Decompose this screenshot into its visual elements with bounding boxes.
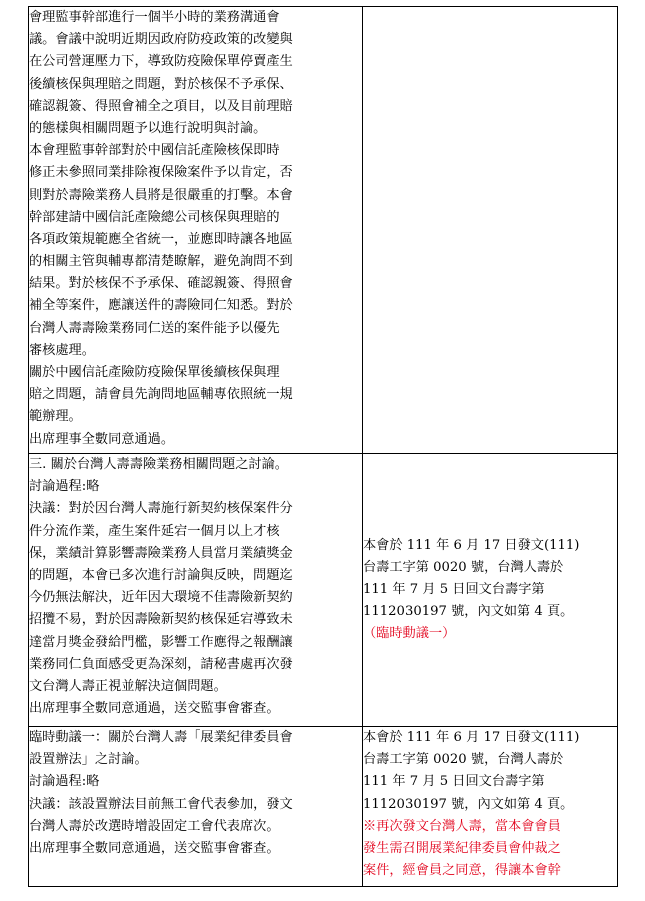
agenda-heading: 臨時動議一：關於台灣人壽「展業紀律委員會 (29, 730, 293, 745)
text-line: 則對於壽險業務人員將是很嚴重的打擊。本會 (29, 187, 293, 203)
text-line: 件分流作業，產生案件延宕一個月以上才核 (29, 523, 280, 539)
text-line: 的相關主管與輔專都清楚瞭解，避免詢問不到 (29, 254, 293, 270)
table-row (29, 7, 618, 454)
text-line: 設置辦法」之討論。 (29, 752, 148, 768)
text-line: 保，業績計算影響壽險業務人員當月業績獎金 (29, 545, 293, 561)
text-line: 各項政策規範應全省統一，並應即時讓各地區 (29, 231, 293, 247)
text-line: 台壽工字第 0020 號，台灣人壽於 (363, 752, 564, 768)
text-line: 出席理事全數同意通過，送交監事會審查。 (29, 701, 280, 717)
text-line: 文台灣人壽正視並解決這個問題。 (29, 678, 227, 694)
text-line: 111 年 7 月 5 日回文台壽字第 (363, 774, 545, 790)
text-line: 招攬不易，對於因壽險新契約核保延宕導致未 (29, 612, 293, 628)
text-line: 在公司營運壓力下，導致防疫險保單停賣產生 (29, 54, 293, 70)
follow-up-cell (363, 7, 618, 454)
text-line: 本會理監事幹部對於中國信託產險核保即時 (29, 143, 280, 159)
follow-up-cell (363, 727, 618, 887)
red-note: 發生需召開展業紀律委員會仲裁之 (363, 840, 561, 856)
discussion-cell (29, 454, 363, 727)
text-line: 業務同仁負面感受更為深刻，請秘書處再次發 (29, 656, 293, 672)
text-line: 的態樣與相關問題予以進行說明與討論。 (29, 120, 267, 136)
text-line: 審核處理。 (29, 342, 95, 358)
text-line: 1112030197 號，內文如第 4 頁。 (363, 796, 574, 812)
text-line: 討論過程:略 (29, 479, 100, 495)
text-line: 出席理事全數同意通過。 (29, 431, 175, 447)
text-line: 達當月獎金發給門檻，影響工作應得之報酬讓 (29, 634, 293, 650)
text-line: 關於中國信託產險防疫險保單後續核保與理 (29, 365, 280, 380)
text-line: 決議：對於因台灣人壽施行新契約核保案件分 (29, 501, 293, 517)
red-note: ※再次發文台灣人壽，當本會會員 (363, 818, 561, 834)
text-line: 議。會議中說明近期因政府防疫政策的改變與 (29, 32, 293, 48)
text-line: 台灣人壽壽險業務同仁送的案件能予以優先 (29, 320, 280, 336)
text-line: 台灣人壽於改選時增設固定工會代表席次。 (29, 818, 280, 834)
text-line: 幹部建請中國信託產險總公司核保與理賠的 (29, 209, 280, 225)
minutes-table (28, 6, 618, 887)
text-line: 今仍無法解決，近年因大環境不佳壽險新契約 (29, 590, 293, 606)
discussion-cell (29, 727, 363, 887)
text-line: 後續核保與理賠之問題，對於核保不予承保、 (29, 76, 293, 92)
red-note: 案件，經會員之同意，得讓本會幹 (363, 863, 561, 879)
text-line: 1112030197 號，內文如第 4 頁。 (363, 604, 574, 620)
text-line: 討論過程:略 (29, 774, 100, 790)
follow-up-cell (363, 454, 618, 727)
red-note: （臨時動議一） (363, 626, 456, 642)
text-line: 本會於 111 年 6 月 17 日發文(111) (363, 730, 580, 745)
text-line: 的問題，本會已多次進行討論與反映，問題迄 (29, 567, 293, 583)
text-line: 台壽工字第 0020 號，台灣人壽於 (363, 559, 564, 575)
text-line: 會理監事幹部進行一個半小時的業務溝通會 (29, 10, 280, 25)
text-line: 本會於 111 年 6 月 17 日發文(111) (363, 537, 580, 553)
text-line: 補全等案件，應讓送件的壽險同仁知悉。對於 (29, 298, 293, 314)
text-line: 範辦理。 (29, 409, 82, 425)
discussion-cell (29, 7, 363, 454)
agenda-heading: 三. 關於台灣人壽壽險業務相關問題之討論。 (29, 457, 288, 472)
text-line: 決議：該設置辦法目前無工會代表參加，發文 (29, 796, 293, 812)
table-row (29, 727, 618, 887)
text-line: 確認親簽、得照會補全之項目，以及目前理賠 (29, 98, 293, 114)
table-row (29, 454, 618, 727)
text-line: 修正未參照同業排除複保險案件予以肯定，否 (29, 165, 293, 181)
text-line: 出席理事全數同意通過，送交監事會審查。 (29, 840, 280, 856)
text-line: 111 年 7 月 5 日回文台壽字第 (363, 581, 545, 597)
text-line: 賠之問題，請會員先詢問地區輔專依照統一規 (29, 387, 293, 403)
text-line: 結果。對於核保不予承保、確認親簽、得照會 (29, 276, 293, 292)
